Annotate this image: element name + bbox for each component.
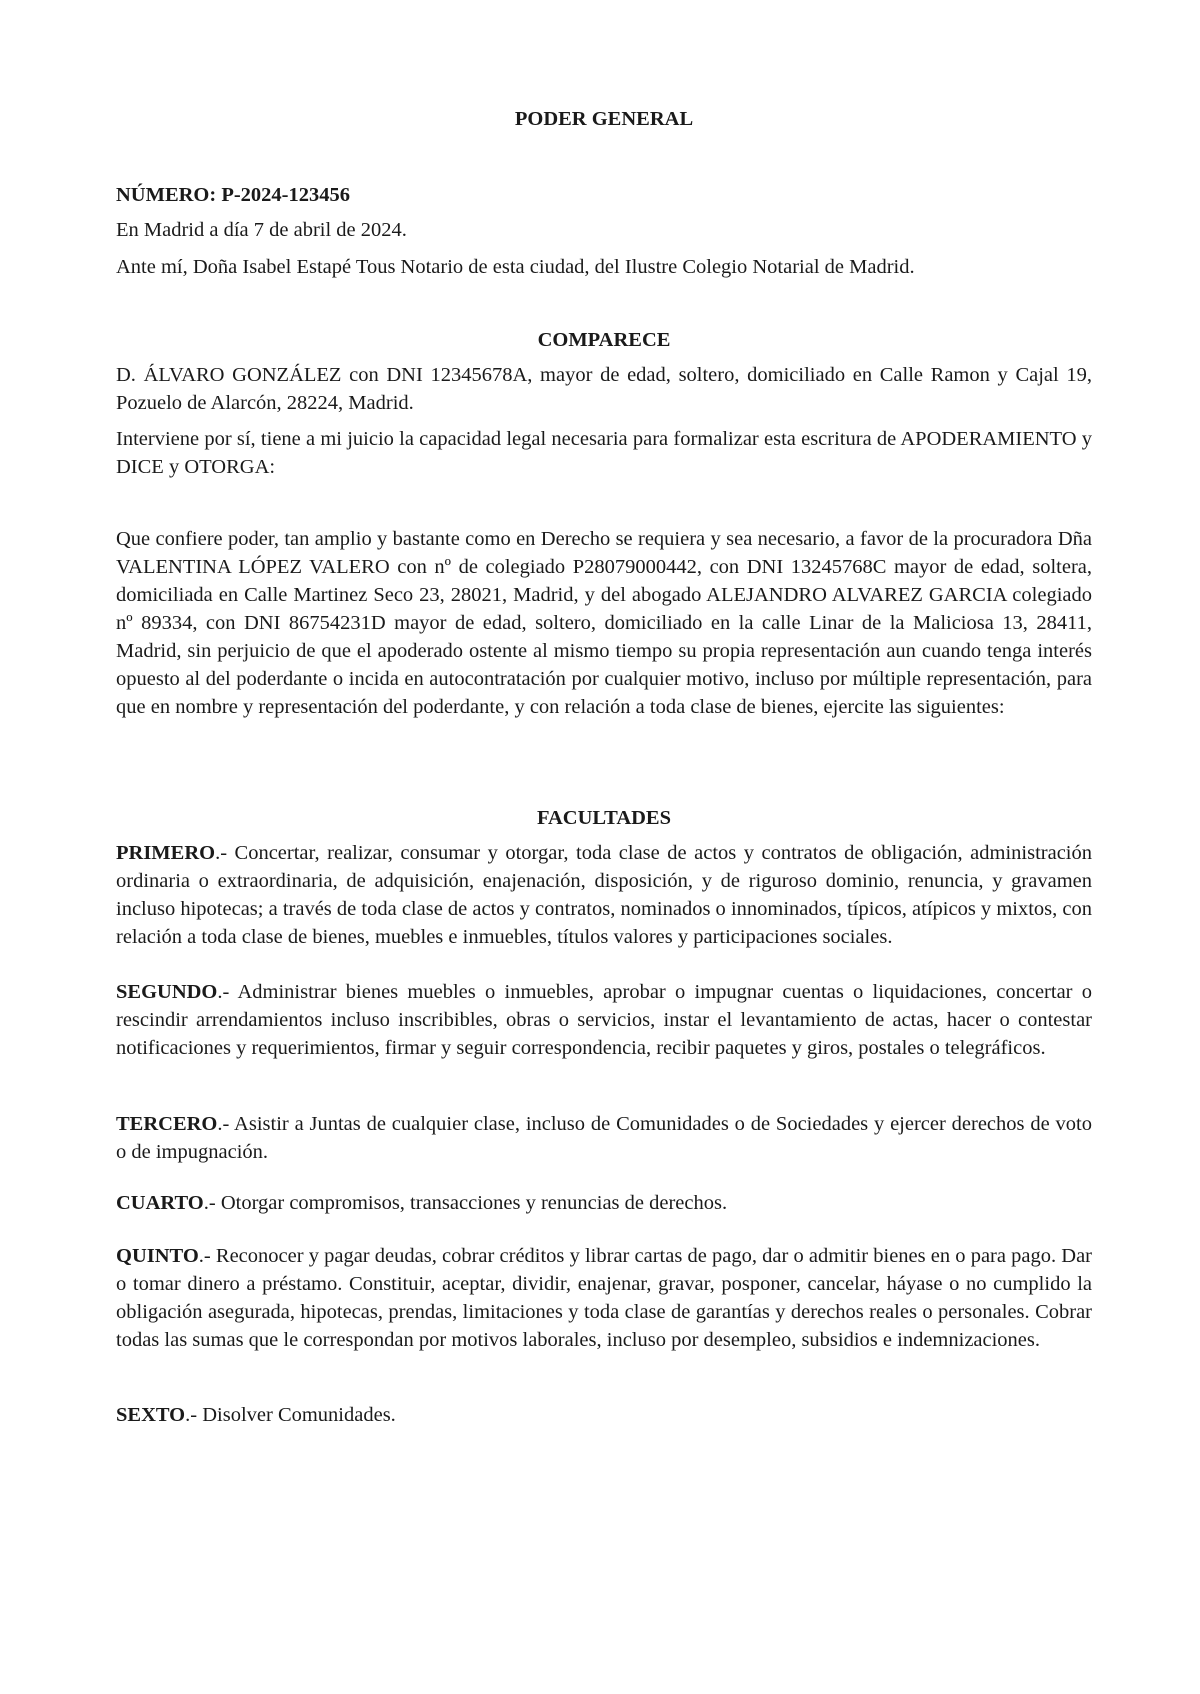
facultad-sexto: [116, 1401, 1092, 1429]
facultad-text: .- Disolver Comunidades.: [185, 1404, 396, 1426]
facultad-quinto: [116, 1242, 1092, 1354]
facultad-label: TERCERO: [116, 1113, 218, 1135]
confiere-text: Que confiere poder, tan amplio y bastante como en Derecho se requiera y sea necesario, a favor de la procuradora Dña VALENTINA LÓPEZ VALERO con nº de colegiado P28079000442, con DNI 13245768C mayor de edad, soltera, domiciliada en Calle Martinez Seco 23, 28021, Madrid, y del abogado ALEJANDRO ALVAREZ GARCIA colegiado nº 89334, con DNI 86754231D mayor de edad, soltero, domiciliado en la calle Linar de la Maliciosa 13, 28411, Madrid, sin perjuicio de que el apoderado ostente al mismo tiempo su propia representación aun cuando tenga interés opuesto al del poderdante o incida en autocontratación por cualquier motivo, incluso por múltiple representación, para que en nombre y representación del poderdante, y con relación a toda clase de bienes, ejercite las siguientes:: [116, 528, 1092, 718]
comparece-text: D. ÁLVARO GONZÁLEZ con DNI 12345678A, mayor de edad, soltero, domiciliado en Calle Ramon y Cajal 19, Pozuelo de Alarcón, 28224, Madrid.: [116, 364, 1092, 414]
facultad-text: .- Reconocer y pagar deudas, cobrar créditos y librar cartas de pago, dar o admitir bienes en o para pago. Dar o tomar dinero a préstamo. Constituir, aceptar, dividir, enajenar, gravar, posponer, cancelar, háyase o no cumplido la obligación asegurada, hipotecas, prendas, limitaciones y toda clase de garantías y derechos reales o personales. Cobrar todas las sumas que le correspondan por motivos laborales, incluso por desempleo, subsidios e indemnizaciones.: [116, 1245, 1092, 1351]
facultad-primero: [116, 839, 1092, 951]
document-title: PODER GENERAL: [514, 108, 694, 130]
comparece-heading: COMPARECE: [537, 329, 671, 351]
notary-statement: Ante mí, Doña Isabel Estapé Tous Notario de esta ciudad, del Ilustre Colegio Notarial de Madrid.: [116, 256, 915, 278]
place-date: En Madrid a día 7 de abril de 2024.: [116, 219, 407, 241]
facultades-heading: FACULTADES: [536, 807, 672, 829]
facultad-label: SEXTO: [116, 1404, 186, 1426]
facultad-tercero: [116, 1110, 1092, 1166]
facultad-text: .- Asistir a Juntas de cualquier clase, incluso de Comunidades o de Sociedades y ejercer derechos de voto o de impugnación.: [116, 1113, 1092, 1163]
facultad-cuarto: [116, 1189, 1092, 1217]
facultad-text: .- Concertar, realizar, consumar y otorgar, toda clase de actos y contratos de obligación, administración ordinaria o extraordinaria, de adquisición, enajenación, disposición, y de riguroso dominio, renuncia, y gravamen incluso hipotecas; a través de toda clase de actos y contratos, nominados o innominados, típicos, atípicos y mixtos, con relación a toda clase de bienes, muebles e inmuebles, títulos valores y participaciones sociales.: [116, 842, 1092, 948]
facultad-label: PRIMERO: [116, 842, 216, 864]
facultad-text: .- Administrar bienes muebles o inmuebles, aprobar o impugnar cuentas o liquidaciones, concertar o rescindir arrendamientos incluso inscribibles, obras o servicios, instar el levantamiento de actas, hacer o contestar notificaciones y requerimientos, firmar y seguir correspondencia, recibir paquetes y giros, postales o telegráficos.: [116, 981, 1092, 1059]
facultad-label: SEGUNDO: [116, 981, 218, 1003]
document-number: NÚMERO: P-2024-123456: [116, 184, 351, 206]
interviene-text: Interviene por sí, tiene a mi juicio la capacidad legal necesaria para formalizar esta escritura de APODERAMIENTO y DICE y OTORGA:: [116, 428, 1092, 478]
facultad-label: QUINTO: [116, 1245, 199, 1267]
facultad-label: CUARTO: [116, 1192, 204, 1214]
facultad-text: .- Otorgar compromisos, transacciones y renuncias de derechos.: [203, 1192, 728, 1214]
facultad-segundo: [116, 978, 1092, 1062]
